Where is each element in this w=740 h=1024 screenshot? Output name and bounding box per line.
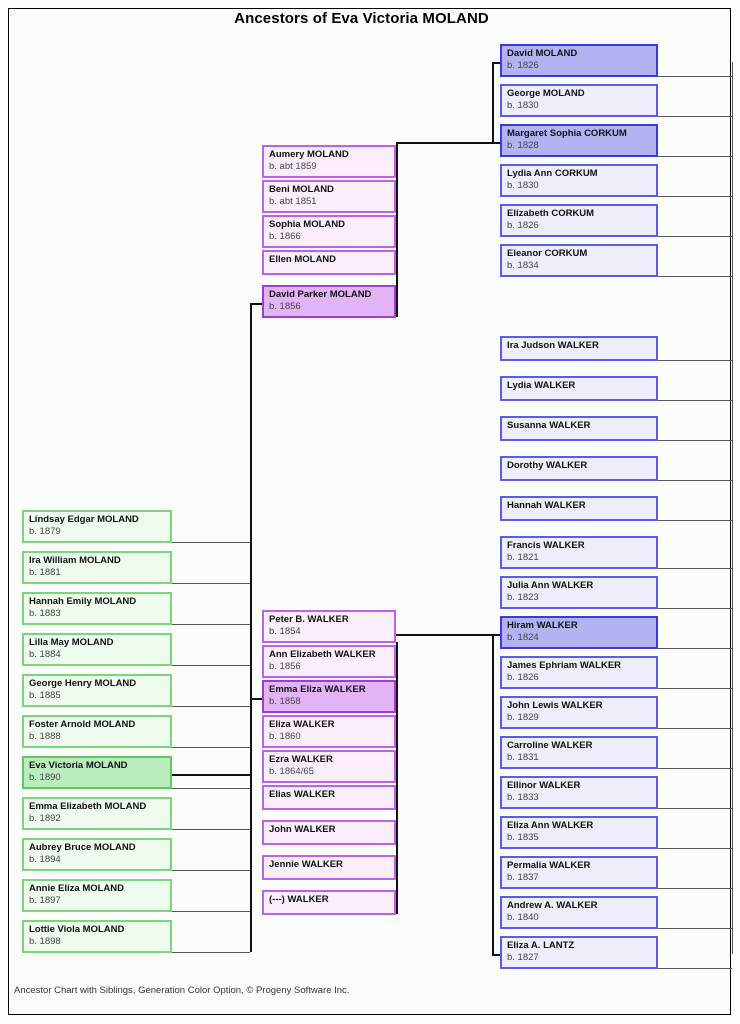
connector-horizontal [658, 768, 732, 769]
person-name: Eleanor CORKUM [507, 248, 588, 259]
person-name: Ira Judson WALKER [507, 340, 599, 351]
connector-horizontal [172, 952, 250, 953]
person-birth: b. 1885 [29, 690, 61, 701]
person-name: Permalia WALKER [507, 860, 591, 871]
person-box[interactable] [262, 145, 396, 178]
person-name: Dorothy WALKER [507, 460, 588, 471]
person-box[interactable] [500, 244, 658, 277]
person-birth: b. 1884 [29, 649, 61, 660]
person-name: James Ephriam WALKER [507, 660, 622, 671]
person-birth: b. 1823 [507, 592, 539, 603]
person-box[interactable] [22, 715, 172, 748]
person-birth: b. 1835 [507, 832, 539, 843]
connector-horizontal [492, 142, 500, 144]
person-birth: b. 1856 [269, 301, 301, 312]
person-birth: b. 1830 [507, 100, 539, 111]
person-box[interactable] [500, 856, 658, 889]
person-box[interactable] [22, 592, 172, 625]
person-birth: b. 1854 [269, 626, 301, 637]
person-box[interactable] [500, 164, 658, 197]
connector-horizontal [658, 276, 732, 277]
person-box[interactable] [22, 674, 172, 707]
person-box[interactable] [500, 616, 658, 649]
person-box[interactable] [262, 215, 396, 248]
person-name: Ellen MOLAND [269, 254, 337, 265]
person-birth: b. 1856 [269, 661, 301, 672]
connector-horizontal [172, 774, 250, 776]
person-box[interactable] [500, 44, 658, 77]
person-name: Francis WALKER [507, 540, 585, 551]
person-birth: b. 1828 [507, 140, 539, 151]
footer-credit: Ancestor Chart with Siblings, Generation Color Option, © Progeny Software Inc. [14, 985, 350, 996]
person-name: Lydia WALKER [507, 380, 576, 391]
person-box[interactable] [500, 496, 658, 521]
person-birth: b. abt 1851 [269, 196, 317, 207]
person-name: Lydia Ann CORKUM [507, 168, 598, 179]
person-name: Emma Eliza WALKER [269, 684, 366, 695]
person-box[interactable] [22, 510, 172, 543]
connector-horizontal [658, 648, 732, 649]
connector-horizontal [658, 156, 732, 157]
connector-horizontal [658, 76, 732, 77]
person-box[interactable] [500, 576, 658, 609]
connector-horizontal [658, 888, 732, 889]
connector-horizontal [658, 968, 732, 969]
person-name: Ira William MOLAND [29, 555, 121, 566]
person-name: Hiram WALKER [507, 620, 578, 631]
person-name: Eliza A. LANTZ [507, 940, 575, 951]
connector-horizontal [658, 116, 732, 117]
person-birth: b. 1860 [269, 731, 301, 742]
person-birth: b. 1826 [507, 672, 539, 683]
person-box[interactable] [500, 456, 658, 481]
person-birth: b. 1833 [507, 792, 539, 803]
connector-horizontal [658, 568, 732, 569]
connector-horizontal [396, 634, 492, 636]
person-birth: b. 1866 [269, 231, 301, 242]
person-box[interactable] [262, 715, 396, 748]
person-box[interactable] [500, 656, 658, 689]
person-box[interactable] [500, 124, 658, 157]
person-box[interactable] [500, 816, 658, 849]
person-name: George Henry MOLAND [29, 678, 137, 689]
connector-horizontal [172, 665, 250, 666]
person-box[interactable] [500, 776, 658, 809]
person-box[interactable] [500, 936, 658, 969]
person-birth: b. 1879 [29, 526, 61, 537]
person-box[interactable] [500, 84, 658, 117]
connector-horizontal [396, 698, 398, 700]
connector-horizontal [172, 788, 250, 789]
connector-horizontal [172, 870, 250, 871]
person-birth: b. 1824 [507, 632, 539, 643]
person-box[interactable] [262, 750, 396, 783]
person-name: Andrew A. WALKER [507, 900, 598, 911]
person-name: Susanna WALKER [507, 420, 591, 431]
person-name: David Parker MOLAND [269, 289, 372, 300]
person-birth: b. 1821 [507, 552, 539, 563]
connector-horizontal [658, 848, 732, 849]
person-name: Foster Arnold MOLAND [29, 719, 136, 730]
connector-horizontal [658, 608, 732, 609]
connector-horizontal [250, 698, 262, 700]
person-birth: b. 1892 [29, 813, 61, 824]
connector-horizontal [172, 829, 250, 830]
person-box[interactable] [500, 536, 658, 569]
person-birth: b. 1881 [29, 567, 61, 578]
person-box[interactable] [500, 416, 658, 441]
person-name: (---) WALKER [269, 894, 329, 905]
connector-horizontal [658, 196, 732, 197]
person-birth: b. 1826 [507, 60, 539, 71]
person-name: Annie Eliza MOLAND [29, 883, 125, 894]
person-name: John WALKER [269, 824, 336, 835]
person-box[interactable] [262, 610, 396, 643]
person-name: Ezra WALKER [269, 754, 333, 765]
connector-horizontal [658, 236, 732, 237]
person-birth: b. 1826 [507, 220, 539, 231]
person-box[interactable] [500, 736, 658, 769]
connector-horizontal [658, 520, 732, 521]
person-name: Emma Elizabeth MOLAND [29, 801, 147, 812]
connector-horizontal [172, 747, 250, 748]
connector-horizontal [172, 624, 250, 625]
person-name: Sophia MOLAND [269, 219, 345, 230]
person-box[interactable] [262, 180, 396, 213]
person-name: Lilla May MOLAND [29, 637, 114, 648]
person-box[interactable] [22, 756, 172, 789]
person-birth: b. 1894 [29, 854, 61, 865]
connector-horizontal [658, 808, 732, 809]
person-box[interactable] [262, 820, 396, 845]
person-birth: b. 1834 [507, 260, 539, 271]
person-box[interactable] [22, 920, 172, 953]
connector-horizontal [658, 928, 732, 929]
person-box[interactable] [500, 204, 658, 237]
person-birth: b. abt 1859 [269, 161, 317, 172]
person-box[interactable] [22, 838, 172, 871]
person-name: Eliza Ann WALKER [507, 820, 594, 831]
person-name: John Lewis WALKER [507, 700, 603, 711]
person-birth: b. 1898 [29, 936, 61, 947]
person-birth: b. 1888 [29, 731, 61, 742]
person-box[interactable] [262, 645, 396, 678]
connector-horizontal [396, 142, 492, 144]
person-birth: b. 1829 [507, 712, 539, 723]
connector-vertical [492, 62, 494, 142]
connector-horizontal [172, 706, 250, 707]
connector-horizontal [658, 400, 732, 401]
person-birth: b. 1830 [507, 180, 539, 191]
person-name: Aumery MOLAND [269, 149, 349, 160]
person-box[interactable] [22, 879, 172, 912]
connector-horizontal [658, 728, 732, 729]
person-box[interactable] [262, 285, 396, 318]
person-box[interactable] [262, 890, 396, 915]
person-birth: b. 1883 [29, 608, 61, 619]
person-box[interactable] [22, 551, 172, 584]
person-box[interactable] [262, 680, 396, 713]
person-birth: b. 1864/65 [269, 766, 314, 777]
person-box[interactable] [22, 633, 172, 666]
person-birth: b. 1858 [269, 696, 301, 707]
person-box[interactable] [500, 896, 658, 929]
person-name: Elizabeth CORKUM [507, 208, 595, 219]
person-name: Carroline WALKER [507, 740, 593, 751]
person-name: Elias WALKER [269, 789, 335, 800]
person-birth: b. 1837 [507, 872, 539, 883]
person-name: Hannah WALKER [507, 500, 586, 511]
person-name: Lottie Viola MOLAND [29, 924, 125, 935]
person-name: Margaret Sophia CORKUM [507, 128, 627, 139]
connector-horizontal [172, 583, 250, 584]
connector-vertical [250, 303, 252, 774]
connector-horizontal [658, 360, 732, 361]
person-name: Peter B. WALKER [269, 614, 349, 625]
connector-horizontal [172, 911, 250, 912]
person-birth: b. 1831 [507, 752, 539, 763]
person-name: Jennie WALKER [269, 859, 343, 870]
person-box[interactable] [262, 785, 396, 810]
person-name: George MOLAND [507, 88, 585, 99]
person-name: Eva Victoria MOLAND [29, 760, 128, 771]
person-birth: b. 1897 [29, 895, 61, 906]
connector-horizontal [658, 480, 732, 481]
person-name: Lindsay Edgar MOLAND [29, 514, 139, 525]
person-box[interactable] [500, 336, 658, 361]
person-name: Eliza WALKER [269, 719, 335, 730]
person-birth: b. 1890 [29, 772, 61, 783]
connector-vertical [396, 642, 398, 914]
connector-horizontal [658, 688, 732, 689]
page-title: Ancestors of Eva Victoria MOLAND [234, 10, 489, 27]
person-name: Ann Elizabeth WALKER [269, 649, 376, 660]
person-name: David MOLAND [507, 48, 578, 59]
connector-vertical [396, 142, 398, 303]
connector-vertical [732, 62, 733, 954]
connector-vertical [492, 634, 494, 954]
person-box[interactable] [22, 797, 172, 830]
connector-horizontal [172, 542, 250, 543]
person-box[interactable] [500, 696, 658, 729]
person-box[interactable] [262, 855, 396, 880]
person-name: Hannah Emily MOLAND [29, 596, 137, 607]
person-box[interactable] [500, 376, 658, 401]
connector-horizontal [658, 440, 732, 441]
person-birth: b. 1840 [507, 912, 539, 923]
connector-horizontal [250, 303, 262, 305]
person-name: Julia Ann WALKER [507, 580, 594, 591]
person-name: Beni MOLAND [269, 184, 334, 195]
person-name: Ellinor WALKER [507, 780, 581, 791]
person-name: Aubrey Bruce MOLAND [29, 842, 136, 853]
person-box[interactable] [262, 250, 396, 275]
connector-horizontal [492, 954, 500, 956]
person-birth: b. 1827 [507, 952, 539, 963]
